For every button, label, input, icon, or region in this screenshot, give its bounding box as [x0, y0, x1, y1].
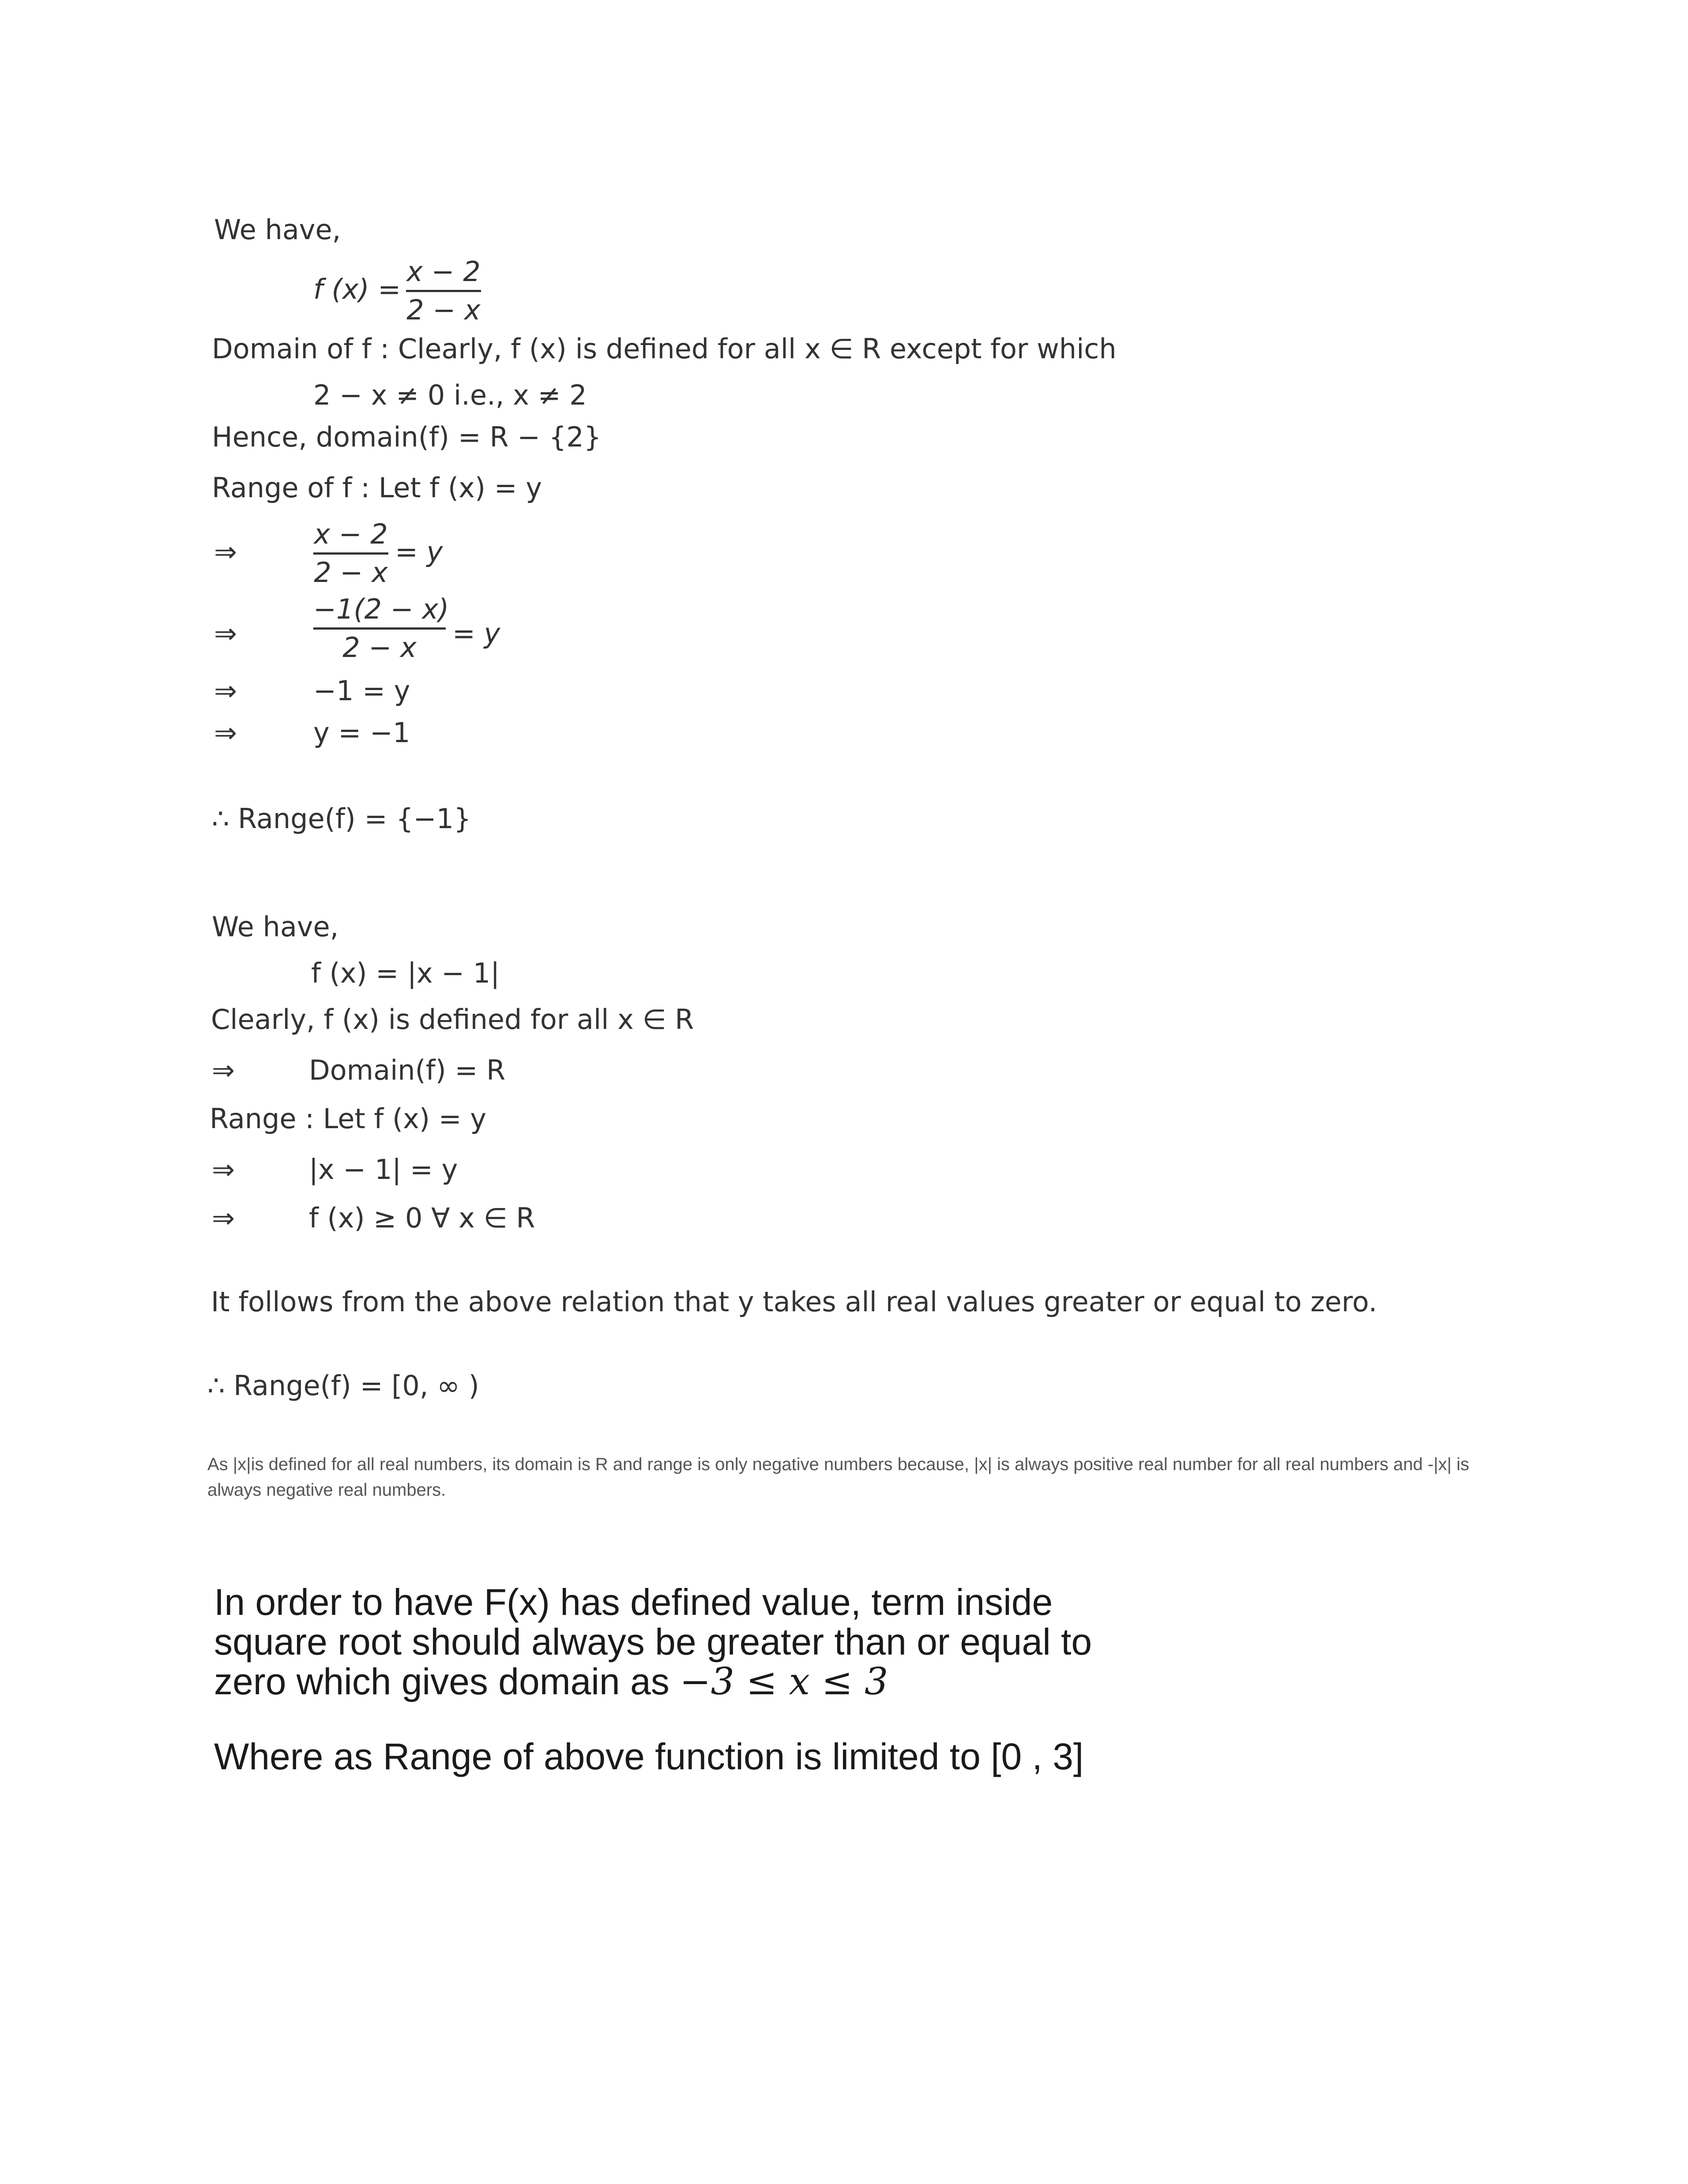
function-def-2: f (x) = |x − 1|	[311, 957, 500, 989]
range-intro-2: Range : Let f (x) = y	[210, 1103, 487, 1135]
step4-equation: y = −1	[313, 717, 410, 749]
implies-arrow: ⇒	[212, 1153, 235, 1186]
implies-arrow: ⇒	[212, 1054, 235, 1086]
step1-fraction	[313, 518, 388, 589]
function-lhs-1: f (x) =	[313, 273, 401, 305]
conclusion-text: It follows from the above relation that y takes all real values greater or equal to zero.	[211, 1286, 1377, 1318]
step2-rhs: = y	[452, 617, 500, 649]
implies-arrow: ⇒	[212, 1202, 235, 1234]
range-statement: Where as Range of above function is limited to [0 , 3]	[214, 1736, 1084, 1777]
implies-arrow: ⇒	[214, 675, 237, 707]
clearly-defined: Clearly, f (x) is defined for all x ∈ R	[211, 1003, 694, 1036]
abs-equation: |x − 1| = y	[309, 1153, 458, 1186]
step3-equation: −1 = y	[313, 675, 410, 707]
fraction-denominator: 2 − x	[314, 556, 388, 589]
nonnegative-statement: f (x) ≥ 0 ∀ x ∈ R	[309, 1202, 535, 1234]
implies-arrow: ⇒	[214, 717, 237, 749]
explanation-line-2: square root should always be greater than or equal to	[214, 1621, 1092, 1662]
implies-arrow: ⇒	[214, 617, 237, 649]
fraction-numerator: −1(2 − x)	[313, 593, 449, 625]
function-fraction-1	[406, 255, 481, 326]
fraction-denominator: 2 − x	[342, 631, 417, 664]
domain-2: Domain(f) = R	[309, 1054, 506, 1086]
implies-arrow: ⇒	[214, 536, 237, 568]
range-result-2: ∴ Range(f) = [0, ∞ )	[207, 1370, 479, 1402]
domain-condition: 2 − x ≠ 0 i.e., x ≠ 2	[313, 379, 587, 411]
domain-result: Hence, domain(f) = R − {2}	[212, 421, 602, 453]
domain-intro: Domain of f : Clearly, f (x) is defined for all x ∈ R except for which	[212, 333, 1117, 365]
range-result-1: ∴ Range(f) = {−1}	[212, 803, 471, 835]
fraction-numerator: x − 2	[314, 518, 388, 550]
step2-fraction	[313, 593, 449, 664]
step1-rhs: = y	[395, 536, 443, 568]
explanation-line-3	[214, 1661, 888, 1702]
we-have-1: We have,	[214, 214, 341, 246]
fraction-numerator: x − 2	[406, 255, 481, 288]
fraction-bar	[313, 627, 446, 630]
domain-expression: −3 ≤ x ≤ 3	[680, 1660, 888, 1703]
explanation-line-1: In order to have F(x) has defined value, term inside	[214, 1581, 1053, 1623]
note-text: As |x|is defined for all real numbers, its domain is R and range is only negative numbers because, |x| is always positive real number for all real numbers and -|x| is always negative real numbers.	[207, 1455, 1470, 1500]
we-have-2: We have,	[212, 911, 339, 943]
fraction-bar	[406, 290, 481, 292]
fraction-bar	[313, 552, 388, 555]
range-intro: Range of f : Let f (x) = y	[212, 472, 542, 504]
explanation-line-3-text: zero which gives domain as	[214, 1661, 669, 1702]
fraction-denominator: 2 − x	[406, 294, 481, 326]
